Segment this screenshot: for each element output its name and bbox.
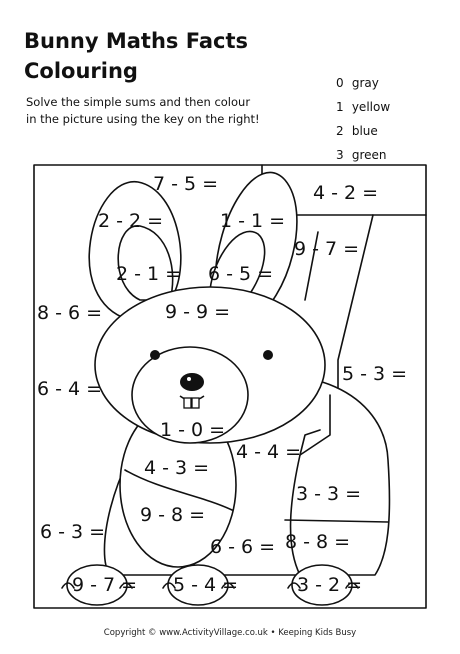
key-colour-name: gray xyxy=(351,76,379,90)
instructions-line-2: in the picture using the key on the right! xyxy=(26,112,260,126)
sum-right-ear-inner: 6 - 5 = xyxy=(208,263,274,285)
sum-leg: 3 - 3 = xyxy=(296,483,362,505)
sum-ear-top: 7 - 5 = xyxy=(153,173,219,195)
sum-arm: 4 - 4 = xyxy=(236,441,302,463)
right-tooth xyxy=(192,398,199,408)
sum-bottom-middle: 6 - 6 = xyxy=(210,536,276,558)
key-number: 3 xyxy=(336,148,344,162)
sum-right-foot: 3 - 2 = xyxy=(297,574,363,596)
sum-left-foot: 9 - 7 = xyxy=(72,574,138,596)
left-tooth xyxy=(184,398,191,408)
nose xyxy=(180,373,204,391)
title-line-2: Colouring xyxy=(24,59,138,83)
sum-left-upper: 8 - 6 = xyxy=(37,302,103,324)
sum-head: 9 - 9 = xyxy=(165,301,231,323)
key-number: 2 xyxy=(336,124,344,138)
key-colour-name: blue xyxy=(351,124,378,138)
sum-bottom-right-band: 8 - 8 = xyxy=(285,531,351,553)
title-line-1: Bunny Maths Facts xyxy=(24,29,248,53)
sum-belly-bottom: 9 - 8 = xyxy=(140,504,206,526)
nose-highlight xyxy=(187,377,191,381)
sum-muzzle: 1 - 0 = xyxy=(160,419,226,441)
sum-middle-foot: 5 - 4 = xyxy=(173,574,239,596)
sum-left-ear-outer: 2 - 2 = xyxy=(98,210,164,232)
right-eye xyxy=(263,350,273,360)
sum-left-ear-inner: 2 - 1 = xyxy=(116,263,182,285)
sum-right-upper: 9 - 7 = xyxy=(294,238,360,260)
sum-belly-top: 4 - 3 = xyxy=(144,457,210,479)
key-colour-name: yellow xyxy=(351,100,391,114)
key-number: 1 xyxy=(336,100,344,114)
sum-left-middle: 6 - 4 = xyxy=(37,378,103,400)
left-eye xyxy=(150,350,160,360)
sum-right-middle: 5 - 3 = xyxy=(342,363,408,385)
key-colour-name: green xyxy=(351,148,387,162)
sum-left-lower: 6 - 3 = xyxy=(40,521,106,543)
key-number: 0 xyxy=(336,76,344,90)
instructions-line-1: Solve the simple sums and then colour xyxy=(26,95,251,109)
sum-top-right: 4 - 2 = xyxy=(313,182,379,204)
sum-right-ear-outer: 1 - 1 = xyxy=(220,210,286,232)
copyright-footer: Copyright © www.ActivityVillage.co.uk • Keeping Kids Busy xyxy=(103,628,357,638)
